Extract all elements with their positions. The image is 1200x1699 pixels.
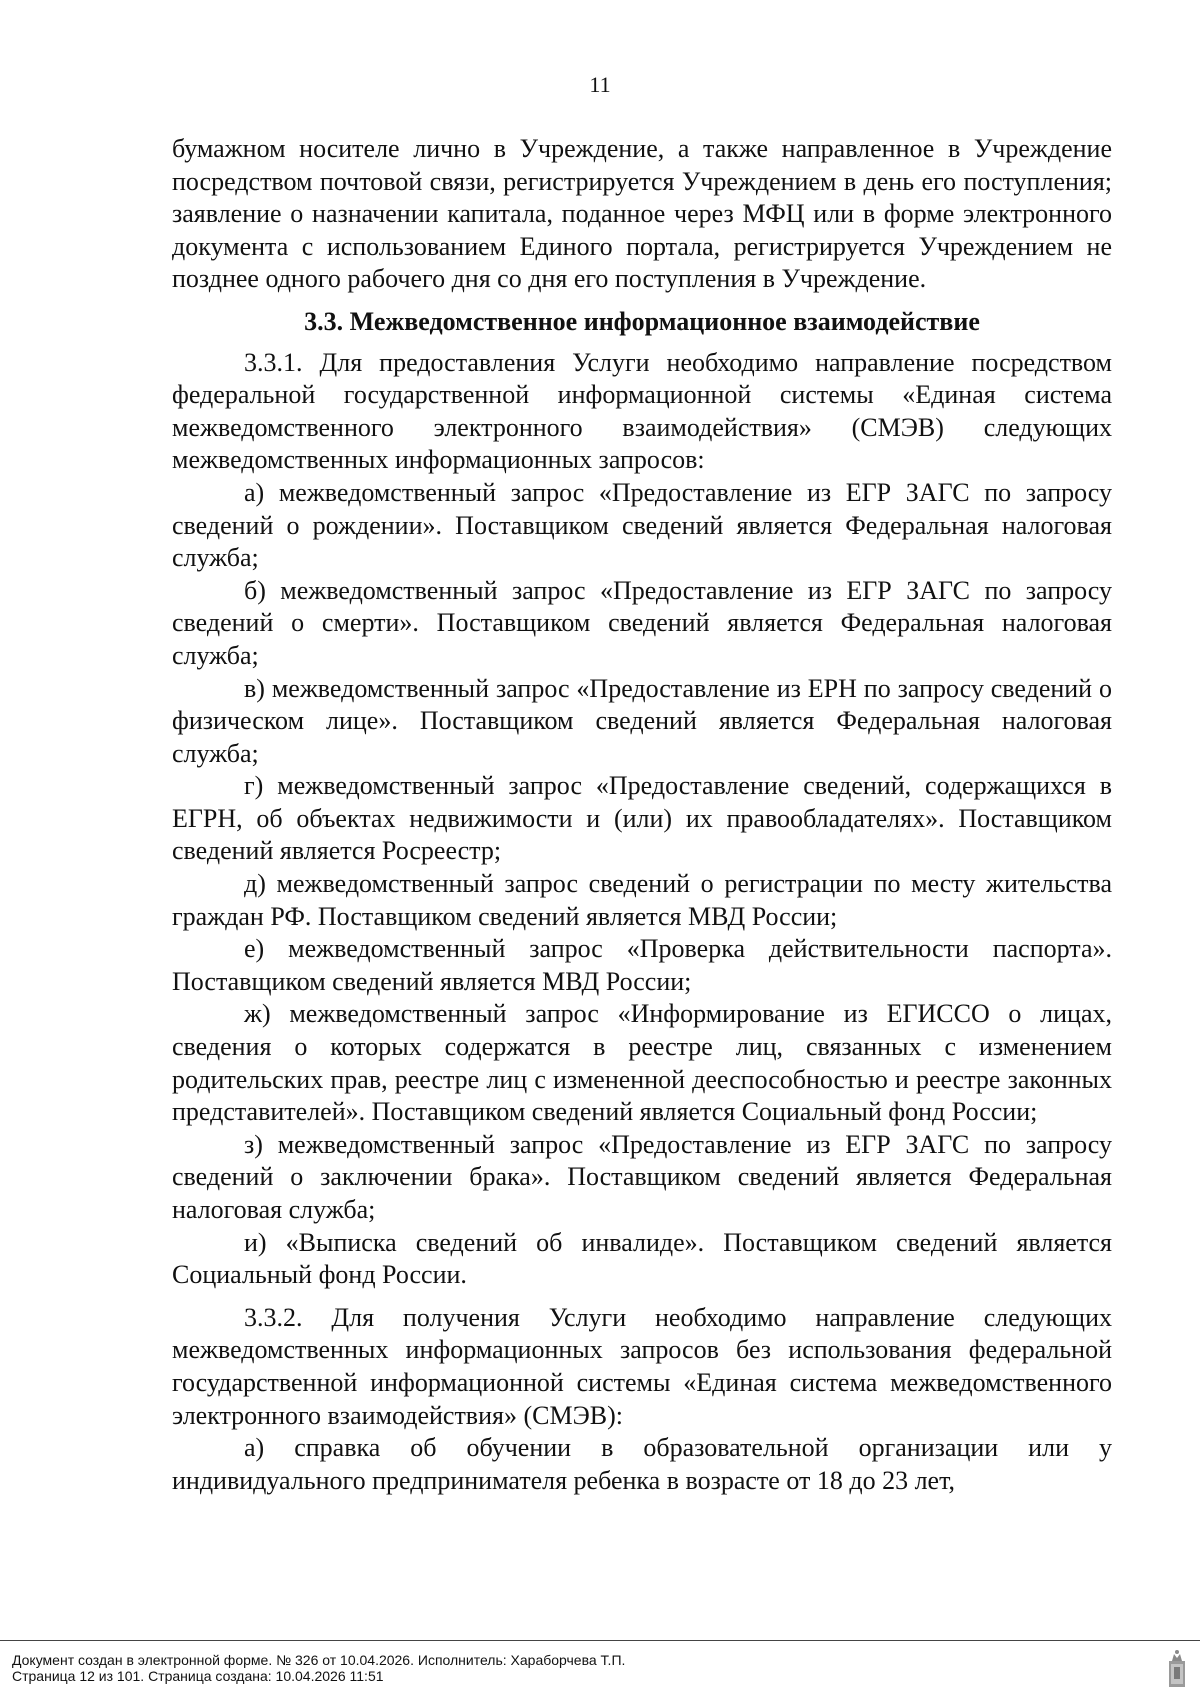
list-item-i: и) «Выписка сведений об инвалиде». Поставщиком сведений является Социальный фонд России. <box>172 1227 1112 1290</box>
paragraph-3-3-2: 3.3.2. Для получения Услуги необходимо направление следующих межведомственных информационных запросов без использования федеральной государственной информационной системы «Единая система межведомственного электронного взаимодействия» (СМЭВ): <box>172 1302 1112 1430</box>
footer-line-1: Документ создан в электронной форме. № 326 от 10.04.2026. Исполнитель: Хараборчева Т.П. <box>12 1652 626 1668</box>
list-item-d: д) межведомственный запрос сведений о регистрации по месту жительства граждан РФ. Поставщиком сведений является МВД России; <box>172 869 1112 931</box>
document-footer <box>0 1640 1200 1699</box>
list-item-z: з) межведомственный запрос «Предоставление из ЕГР ЗАГС по запросу сведений о заключении брака». Поставщиком сведений является Федеральная налоговая служба; <box>172 1129 1112 1224</box>
section-heading: 3.3. Межведомственное информационное взаимодействие <box>304 306 980 336</box>
coat-of-arms-icon <box>1166 1649 1188 1689</box>
footer-line-2: Страница 12 из 101. Страница создана: 10.04.2026 11:51 <box>12 1668 384 1684</box>
list-item-a2: а) справка об обучении в образовательной организации или у индивидуального предпринимателя ребенка в возрасте от 18 до 23 лет, <box>172 1433 1112 1495</box>
document-body <box>172 133 1112 1497</box>
list-item-b: б) межведомственный запрос «Предоставление из ЕГР ЗАГС по запросу сведений о смерти». Поставщиком сведений является Федеральная налоговая служба; <box>172 575 1112 670</box>
list-item-v: в) межведомственный запрос «Предоставление из ЕРН по запросу сведений о физическом лице». Поставщиком сведений является Федеральная налоговая служба; <box>172 673 1112 768</box>
paragraph-3-3-1: 3.3.1. Для предоставления Услуги необходимо направление посредством федеральной государственной информационной системы «Единая система межведомственного электронного взаимодействия» (СМЭВ) следующих межведомственных информационных запросов: <box>172 347 1112 475</box>
list-item-e: е) межведомственный запрос «Проверка действительности паспорта». Поставщиком сведений является МВД России; <box>172 934 1112 996</box>
page-number: 11 <box>589 72 611 97</box>
list-item-g: г) межведомственный запрос «Предоставление сведений, содержащихся в ЕГРН, об объектах недвижимости и (или) их правообладателях». Поставщиком сведений является Росреестр; <box>172 771 1112 866</box>
list-item-zh: ж) межведомственный запрос «Информирование из ЕГИССО о лицах, сведения о которых содержатся в реестре лиц, связанных с изменением родительских прав, реестре лиц с измененной дееспособностью и реестре законных представителей». Поставщиком сведений является Социальный фонд России; <box>172 999 1112 1127</box>
list-item-a: а) межведомственный запрос «Предоставление из ЕГР ЗАГС по запросу сведений о рождении». Поставщиком сведений является Федеральная налоговая служба; <box>172 477 1112 573</box>
paragraph-continuation: бумажном носителе лично в Учреждение, а также направленное в Учреждение посредством почтовой связи, регистрируется Учреждением в день его поступления; заявление о назначении капитала, поданное через МФЦ или в форме электронного документа с использованием Единого портала, регистрируется Учреждением не позднее одного рабочего дня со дня его поступления в Учреждение. <box>172 134 1112 294</box>
